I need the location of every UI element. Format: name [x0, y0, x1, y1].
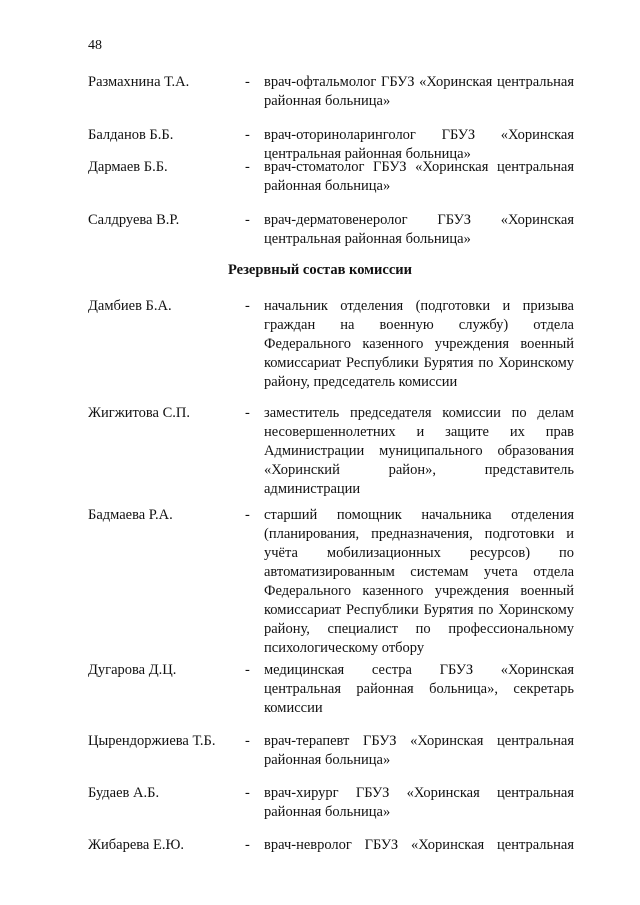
member-name: Цырендоржиева Т.Б.	[88, 733, 216, 749]
member-position: врач-хирург ГБУЗ «Хоринская центральная районная больница»	[264, 785, 574, 820]
member-position: медицинская сестра ГБУЗ «Хоринская центральная районная больница», секретарь комиссии	[264, 662, 574, 716]
member-position: заместитель председателя комиссии по делам несовершеннолетних и защите их прав Администрации муниципального образования «Хоринский район», представитель администрации	[264, 405, 574, 497]
member-name: Дармаев Б.Б.	[88, 159, 168, 175]
member-name: Дамбиев Б.А.	[88, 298, 172, 314]
page-number: 48	[88, 38, 102, 53]
dash-separator: -	[245, 298, 250, 314]
member-position: врач-дерматовенеролог ГБУЗ «Хоринская центральная районная больница»	[264, 212, 574, 247]
member-name: Салдруева В.Р.	[88, 212, 180, 228]
member-name: Бадмаева Р.А.	[88, 507, 173, 523]
dash-separator: -	[245, 212, 250, 228]
dash-separator: -	[245, 785, 250, 801]
member-position: начальник отделения (подготовки и призыва граждан на военную службу) отдела Федерального казенного учреждения военный комиссариат Республики Бурятия по Хоринскому району, председатель комиссии	[264, 298, 574, 390]
member-position: врач-офтальмолог ГБУЗ «Хоринская центральная районная больница»	[264, 74, 574, 109]
dash-separator: -	[245, 837, 250, 853]
member-name: Дугарова Д.Ц.	[88, 662, 177, 678]
member-name: Размахнина Т.А.	[88, 74, 190, 90]
member-position: врач-невролог ГБУЗ «Хоринская центральная	[264, 837, 574, 853]
dash-separator: -	[245, 74, 250, 90]
member-position: врач-стоматолог ГБУЗ «Хоринская центральная районная больница»	[264, 159, 574, 194]
member-position: старший помощник начальника отделения (планирования, предназначения, подготовки и учёта мобилизационных ресурсов) по автоматизированным системам учета отдела Федерального казенного учреждения военный комиссариат Республики Бурятия по Хоринскому району, специалист по профессиональному психологическому отбору	[264, 507, 574, 656]
dash-separator: -	[245, 127, 250, 143]
dash-separator: -	[245, 662, 250, 678]
member-name: Жибарева Е.Ю.	[88, 837, 184, 853]
member-name: Жигжитова С.П.	[88, 405, 190, 421]
dash-separator: -	[245, 733, 250, 749]
member-name: Балданов Б.Б.	[88, 127, 174, 143]
dash-separator: -	[245, 159, 250, 175]
reserve-section-heading: Резервный состав комиссии	[228, 262, 412, 278]
dash-separator: -	[245, 405, 250, 421]
member-name: Будаев А.Б.	[88, 785, 160, 801]
member-position: врач-оториноларинголог ГБУЗ «Хоринская центральная районная больница»	[264, 127, 574, 162]
dash-separator: -	[245, 507, 250, 523]
member-position: врач-терапевт ГБУЗ «Хоринская центральная районная больница»	[264, 733, 574, 768]
